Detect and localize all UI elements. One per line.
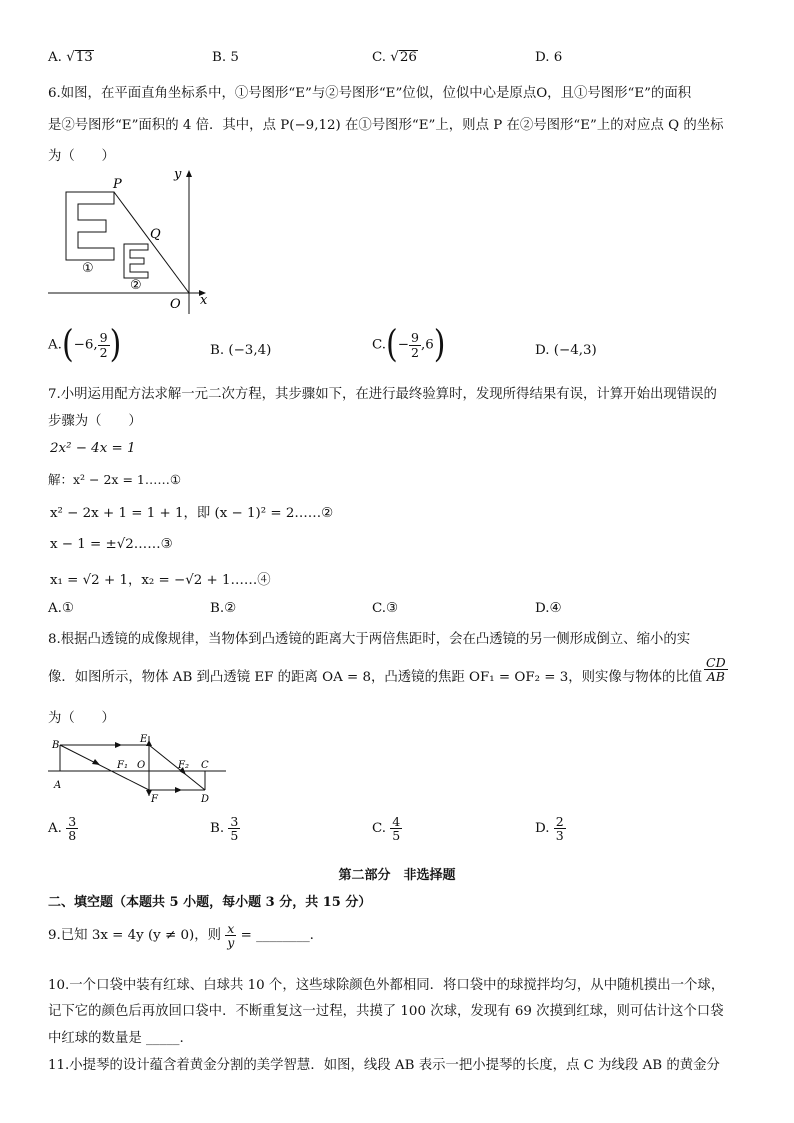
q6-option-d: D. (−4,3) — [535, 343, 597, 358]
q6-option-b: B. (−3,4) — [210, 343, 272, 358]
q7-option-a: A.① — [48, 601, 74, 616]
label-c: C — [201, 760, 209, 771]
frac-num: CD — [706, 655, 726, 670]
q8-option-c-prefix: C. — [372, 821, 387, 837]
label-o: O — [170, 297, 181, 312]
q8-option-a — [48, 815, 78, 842]
q6-option-c: C.(− $\frac{9}{2}$ ,6) — [372, 322, 446, 367]
ray-ed — [149, 745, 205, 790]
q6-option-c-frac — [409, 331, 421, 358]
q6-line-1: 6.如图，在平面直角坐标系中，①号图形“E”与②号图形“E”位似，位似中心是原点O，且①号图形“E”的面积 — [48, 86, 692, 101]
label-b: B — [52, 740, 60, 751]
label-d: D — [201, 794, 210, 805]
q7-line-2: 步骤为（ ） — [48, 414, 142, 429]
q8-option-a-prefix: A. — [48, 821, 62, 837]
q9-text: 9.已知 3x = 4y (y ≠ 0)，则 — [48, 928, 222, 944]
figure-e-small — [124, 244, 148, 278]
q8-figure — [46, 730, 228, 806]
frac-num: 9 — [99, 330, 108, 346]
q6-figure — [44, 164, 224, 314]
sqrt-sign: √ — [390, 50, 399, 65]
q5-option-c-prefix: C. — [372, 50, 387, 65]
q8-ratio — [704, 656, 728, 683]
q8-option-c — [372, 815, 402, 842]
q8-option-d-prefix: D. — [535, 821, 550, 837]
q7-step-4: x₁ = √2 + 1，x₂ = −√2 + 1……④ — [50, 573, 271, 588]
q8-option-b-frac — [228, 815, 240, 842]
q8-option-c-frac — [390, 815, 402, 842]
arrow-icon — [115, 742, 122, 748]
q5-option-a-radicand: 13 — [75, 50, 93, 65]
q10-line-1: 10.一个口袋中装有红球、白球共 10 个，这些球除颜色外都相同．将口袋中的球搅拌均匀，从中随机摸出一个球， — [48, 978, 725, 993]
q7-option-d: D.④ — [535, 601, 562, 616]
q7-step-2: x² − 2x + 1 = 1 + 1，即 (x − 1)² = 2……② — [50, 506, 334, 521]
label-f1: F₁ — [117, 760, 128, 771]
q5-option-a — [48, 50, 94, 65]
q9-answer-blank: = ________. — [240, 928, 314, 944]
q8-ratio-frac — [704, 656, 728, 683]
frac-num: 2 — [555, 814, 564, 829]
q5-option-c — [372, 50, 418, 65]
arrow-icon — [175, 787, 182, 793]
q7-step-1: 解：x² − 2x = 1……① — [48, 472, 182, 487]
frac-den: 3 — [555, 828, 564, 844]
sqrt-sign: √ — [66, 50, 75, 65]
frac-num: 3 — [68, 814, 77, 829]
label-o: O — [137, 760, 146, 771]
q6-option-a-int: −6, — [73, 337, 98, 353]
part-2-title: 第二部分 非选择题 — [338, 868, 456, 883]
q7-line-1: 7.小明运用配方法求解一元二次方程，其步骤如下，在进行最终验算时，发现所得结果有误，计算开始出现错误的 — [48, 387, 717, 402]
q7-step-3: x − 1 = ±√2……③ — [50, 537, 173, 552]
q6-line-2: 是②号图形“E”面积的 4 倍．其中，点 P(−9,12) 在①号图形“E”上，则点 P 在②号图形“E”上的对应点 Q 的坐标 — [48, 118, 724, 133]
q8-option-b — [210, 815, 240, 842]
label-e: E — [140, 734, 148, 745]
y-axis-arrow-icon — [186, 170, 192, 177]
figure-e-large — [66, 192, 114, 260]
q9 — [48, 922, 314, 949]
section-fill-blank-title: 二、填空题（本题共 5 小题，每小题 3 分，共 15 分） — [48, 895, 372, 910]
q6-option-c-tail: ,6 — [420, 337, 434, 353]
q7-option-c: C.③ — [372, 601, 399, 616]
q7-option-b: B.② — [210, 601, 237, 616]
label-figure-1: ① — [82, 261, 94, 276]
frac-den: 2 — [99, 344, 108, 360]
q5-option-d: D. 6 — [535, 50, 563, 65]
q6-option-a-frac — [98, 331, 110, 358]
q8-line-2: 像．如图所示，物体 AB 到凸透镜 EF 的距离 OA = 8，凸透镜的焦距 OF₁ = OF₂ = 3，则实像与物体的比值 — [48, 670, 703, 685]
q8-option-d-frac — [554, 815, 566, 842]
q8-line-3: 为（ ） — [48, 711, 115, 726]
q10-line-2: 记下它的颜色后再放回口袋中．不断重复这一过程，共摸了 100 次球，发现有 69 次摸到红球，则可估计这个口袋 — [48, 1004, 724, 1019]
label-figure-2: ② — [130, 278, 142, 293]
frac-num: x — [227, 921, 235, 936]
label-q: Q — [150, 227, 161, 242]
q9-frac — [225, 922, 236, 949]
q10-line-3: 中红球的数量是 _____. — [48, 1031, 184, 1046]
q5-option-c-radicand: 26 — [399, 50, 417, 65]
frac-num: 9 — [410, 330, 419, 346]
label-y: y — [174, 167, 182, 182]
q5-option-a-prefix: A. — [48, 50, 62, 65]
label-f: F — [151, 794, 158, 805]
q6-option-c-sign: − — [397, 337, 409, 353]
q6-option-a-prefix: A. — [48, 337, 62, 353]
frac-num: 4 — [392, 814, 401, 829]
label-a: A — [54, 780, 62, 791]
q8-option-b-prefix: B. — [210, 821, 225, 837]
frac-den: 2 — [410, 344, 419, 360]
frac-den: 5 — [230, 828, 239, 844]
label-p: P — [113, 177, 122, 192]
q8-line-1: 8.根据凸透镜的成像规律，当物体到凸透镜的距离大于两倍焦距时，会在凸透镜的另一侧形成倒立、缩小的实 — [48, 632, 691, 647]
frac-den: y — [227, 935, 235, 951]
q6-option-a: A.(−6, $\frac{9}{2}$ ) — [48, 322, 122, 367]
frac-den: AB — [706, 669, 725, 685]
frac-num: 3 — [230, 814, 239, 829]
q8-option-d — [535, 815, 566, 842]
label-f2: F₂ — [178, 760, 189, 771]
q8-option-a-frac — [66, 815, 78, 842]
q11-line-1: 11.小提琴的设计蕴含着黄金分割的美学智慧．如图，线段 AB 表示一把小提琴的长度，点 C 为线段 AB 的黄金分 — [48, 1058, 720, 1073]
q6-option-c-prefix: C. — [372, 337, 387, 353]
q7-equation: 2x² − 4x = 1 — [50, 441, 136, 456]
frac-den: 8 — [68, 828, 77, 844]
ray-bf — [60, 745, 149, 790]
frac-den: 5 — [392, 828, 401, 844]
label-x: x — [200, 293, 208, 308]
q5-option-b: B. 5 — [212, 50, 239, 65]
q6-line-3: 为（ ） — [48, 149, 115, 164]
